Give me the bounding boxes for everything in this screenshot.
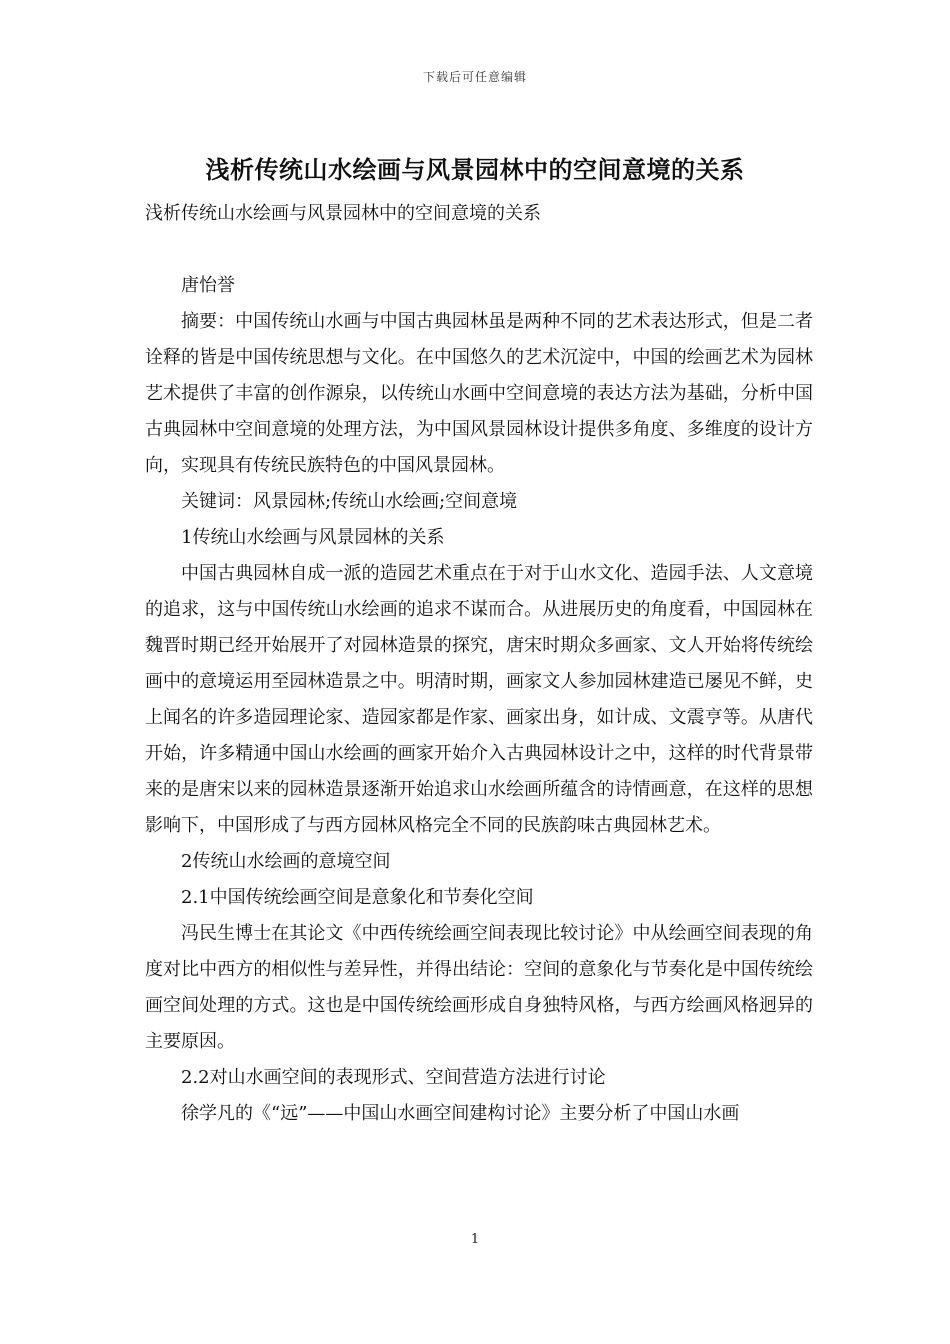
section-2-1-paragraph: 冯民生博士在其论文《中西传统绘画空间表现比较讨论》中从绘画空间表现的角度对比中西方的相似性与差异性，并得出结论：空间的意象化与节奏化是中国传统绘画空间处理的方式。这也是中国传统绘画形成自身独特风格，与西方绘画风格迥异的主要原因。 bbox=[145, 923, 813, 1052]
section-1-heading: 1传统山水绘画与风景园林的关系 bbox=[181, 527, 445, 548]
document-title: 浅析传统山水绘画与风景园林中的空间意境的关系 bbox=[205, 155, 745, 184]
blank-line bbox=[145, 232, 813, 268]
section-2-2-paragraph: 徐学凡的《“远”——中国山水画空间建构讨论》主要分析了中国山水画 bbox=[181, 1103, 740, 1124]
section-2-2-heading: 2.2对山水画空间的表现形式、空间营造方法进行讨论 bbox=[181, 1067, 606, 1088]
section-2-heading: 2传统山水绘画的意境空间 bbox=[181, 851, 391, 872]
section-1-paragraph: 中国古典园林自成一派的造园艺术重点在于对于山水文化、造园手法、人文意境的追求，这与中国传统山水绘画的追求不谋而合。从进展历史的角度看，中国园林在魏晋时期已经开始展开了对园林造景的探究，唐宋时期众多画家、文人开始将传统绘画中的意境运用至园林造景之中。明清时期，画家文人参加园林建造已屡见不鲜，史上闻名的许多造园理论家、造园家都是作家、画家出身，如计成、文震亨等。从唐代开始，许多精通中国山水绘画的画家开始介入古典园林设计之中，这样的时代背景带来的是唐宋以来的园林造景逐渐开始追求山水绘画所蕴含的诗情画意，在这样的思想影响下，中国形成了与西方园林风格完全不同的民族韵味古典园林艺术。 bbox=[145, 563, 813, 836]
author-name: 唐怡誉 bbox=[181, 275, 235, 296]
page-header-note: 下载后可任意编辑 bbox=[422, 70, 527, 84]
page-number: 1 bbox=[470, 1232, 480, 1247]
keywords-line: 关键词：风景园林;传统山水绘画;空间意境 bbox=[181, 491, 518, 512]
document-body bbox=[145, 196, 813, 1132]
document-subtitle: 浅析传统山水绘画与风景园林中的空间意境的关系 bbox=[145, 203, 541, 224]
section-2-1-heading: 2.1中国传统绘画空间是意象化和节奏化空间 bbox=[181, 887, 534, 908]
abstract-paragraph: 摘要：中国传统山水画与中国古典园林虽是两种不同的艺术表达形式，但是二者诠释的皆是中国传统思想与文化。在中国悠久的艺术沉淀中，中国的绘画艺术为园林艺术提供了丰富的创作源泉，以传统山水画中空间意境的表达方法为基础，分析中国古典园林中空间意境的处理方法，为中国风景园林设计提供多角度、多维度的设计方向，实现具有传统民族特色的中国风景园林。 bbox=[145, 311, 813, 476]
